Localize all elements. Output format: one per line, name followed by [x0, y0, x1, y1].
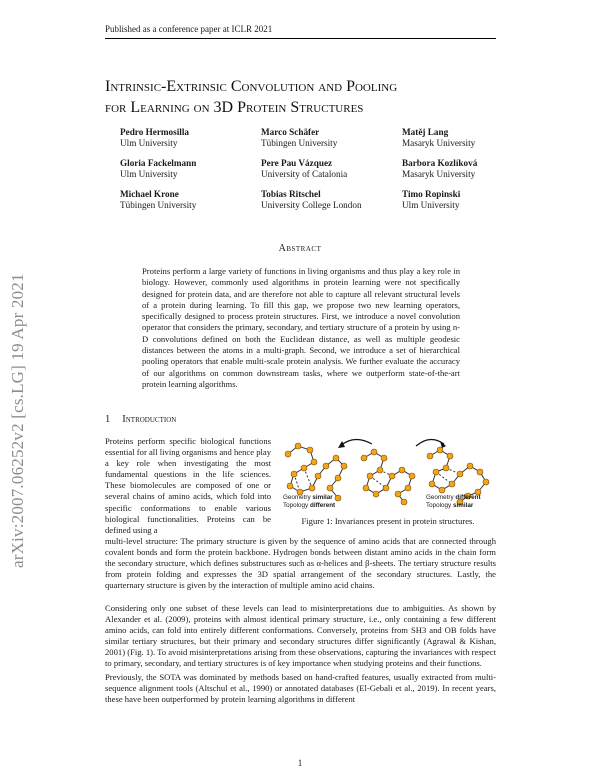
intro-paragraph-1-continued: multi-level structure: The primary structure is given by the sequence of amino acids that are connected through covalent bonds and form the protein backbone. Hydrogen bonds between distant amino acids in the chain form the secondary structure, which defines substructures such as α-helices and β-sheets. The tertiary structure results from protein folding and expresses the 3D spatial arrangement of the secondary structures. Lastly, the quarternary structure is given by the interaction of multiple amino acid chains. — [105, 536, 496, 591]
author-name: Michael Krone — [120, 189, 179, 199]
figure-caption: Figure 1: Invariances present in protein structures. — [301, 516, 475, 526]
author — [402, 189, 460, 211]
page-number: 1 — [297, 758, 303, 768]
figure-label-left — [283, 494, 335, 509]
intro-paragraph-2: Considering only one subset of these levels can lead to misinterpretations due to ambiguities. As shown by Alexander et al. (2009), proteins with almost identical primary structure, i.e., only containing a few different amino acids, can fold into entirely different conformations. Conversely, proteins from SH3 and OB folds have similar tertiary structures, but their primary and secondary structures differ significantly (Agrawal & Kishan, 2001) (Fig. 1). To avoid misinterpretations arising from these observations, capturing the invariances with respect to primary, secondary, and tertiary structures is of key importance when studying proteins and their functions. — [105, 603, 496, 669]
author-name: Matěj Lang — [402, 127, 449, 137]
intro-paragraph-wrapped: Proteins perform specific biological functions essential for all living organisms and hence play a key role when investigating the most fundamental questions in the life sciences. These biomolecules are composed of one or several chains of amino acids, which fold into specific conformations to enable various biological functionalities. Proteins can be defined using a — [105, 436, 271, 535]
author — [261, 127, 337, 149]
author-name: Pedro Hermosilla — [120, 127, 189, 137]
comparison-arrows — [340, 439, 444, 446]
title-line-2: for Learning on 3D Protein Structures — [105, 99, 364, 116]
author — [261, 158, 347, 180]
label-geometry-value: similar — [312, 494, 333, 501]
title-line-1: Intrinsic-Extrinsic Convolution and Pooling — [105, 78, 398, 95]
label-geometry-value: different — [455, 494, 481, 501]
label-topology: Topology — [426, 501, 452, 509]
author-name: Barbora Kozlíková — [402, 158, 478, 168]
label-topology-value: similar — [452, 501, 474, 509]
label-topology-value: different — [309, 501, 336, 509]
figure-label-right — [426, 494, 481, 509]
section-title: Introduction — [122, 414, 177, 425]
author-name: Marco Schäfer — [261, 127, 320, 137]
author-affiliation: Ulm University — [120, 169, 178, 179]
arxiv-stamp: arXiv:2007.06252v2 [cs.LG] 19 Apr 2021 — [8, 273, 27, 568]
author-affiliation: Tübingen University — [261, 138, 338, 148]
author-name: Pere Pau Vázquez — [261, 158, 333, 168]
author-name: Gloria Fackelmann — [120, 158, 197, 168]
abstract-heading-text: Abstract — [278, 243, 322, 254]
abstract-body: Proteins perform a large variety of functions in living organisms and thus play a key role in biology. However, commonly used algorithms in protein learning were not specifically designed for protein data, and are therefore not able to capture all relevant structural levels of a protein during learning. To fill this gap, we propose two new learning operators, specifically designed to process protein structures. First, we introduce a novel convolution operator that considers the primary, secondary, and tertiary structure of a protein by using n-D convolutions defined on both the Euclidean distance, as well as multiple geodesic distances between the atoms in a multi-graph. Second, we introduce a set of hierarchical pooling operators that enable multi-scale protein analysis. We further evaluate the accuracy of our algorithms on common downstream tasks, where we outperform state-of-the-art protein learning algorithms. — [142, 266, 460, 389]
label-topology: Topology — [283, 501, 309, 509]
author-affiliation: Masaryk University — [402, 138, 476, 148]
author-affiliation: University of Catalonia — [261, 169, 348, 179]
label-geometry: Geometry — [426, 494, 454, 501]
section-heading — [105, 414, 176, 425]
author — [402, 127, 475, 149]
author — [120, 158, 196, 180]
author-affiliation: Masaryk University — [402, 169, 476, 179]
author-affiliation: Ulm University — [402, 200, 460, 210]
header-rule — [105, 38, 496, 39]
author — [402, 158, 477, 180]
abstract-heading — [0, 243, 600, 254]
author — [120, 127, 189, 149]
intro-paragraph-3: Previously, the SOTA was dominated by methods based on hand-crafted features, usually extracted from multi-sequence alignment tools (Altschul et al., 1990) or annotated databases (El-Gebali et al., 2019). In recent years, these have been outperformed by protein learning algorithms in different — [105, 672, 496, 705]
author — [120, 189, 196, 211]
paper-title — [105, 76, 505, 118]
author-affiliation: University College London — [261, 200, 362, 210]
label-geometry: Geometry — [283, 494, 311, 501]
author-name: Timo Ropinski — [402, 189, 461, 199]
author-affiliation: Tübingen University — [120, 200, 197, 210]
section-number: 1 — [105, 414, 111, 425]
author-affiliation: Ulm University — [120, 138, 178, 148]
author — [261, 189, 362, 211]
author-name: Tobias Ritschel — [261, 189, 321, 199]
conference-header: Published as a conference paper at ICLR 2021 — [105, 24, 273, 34]
